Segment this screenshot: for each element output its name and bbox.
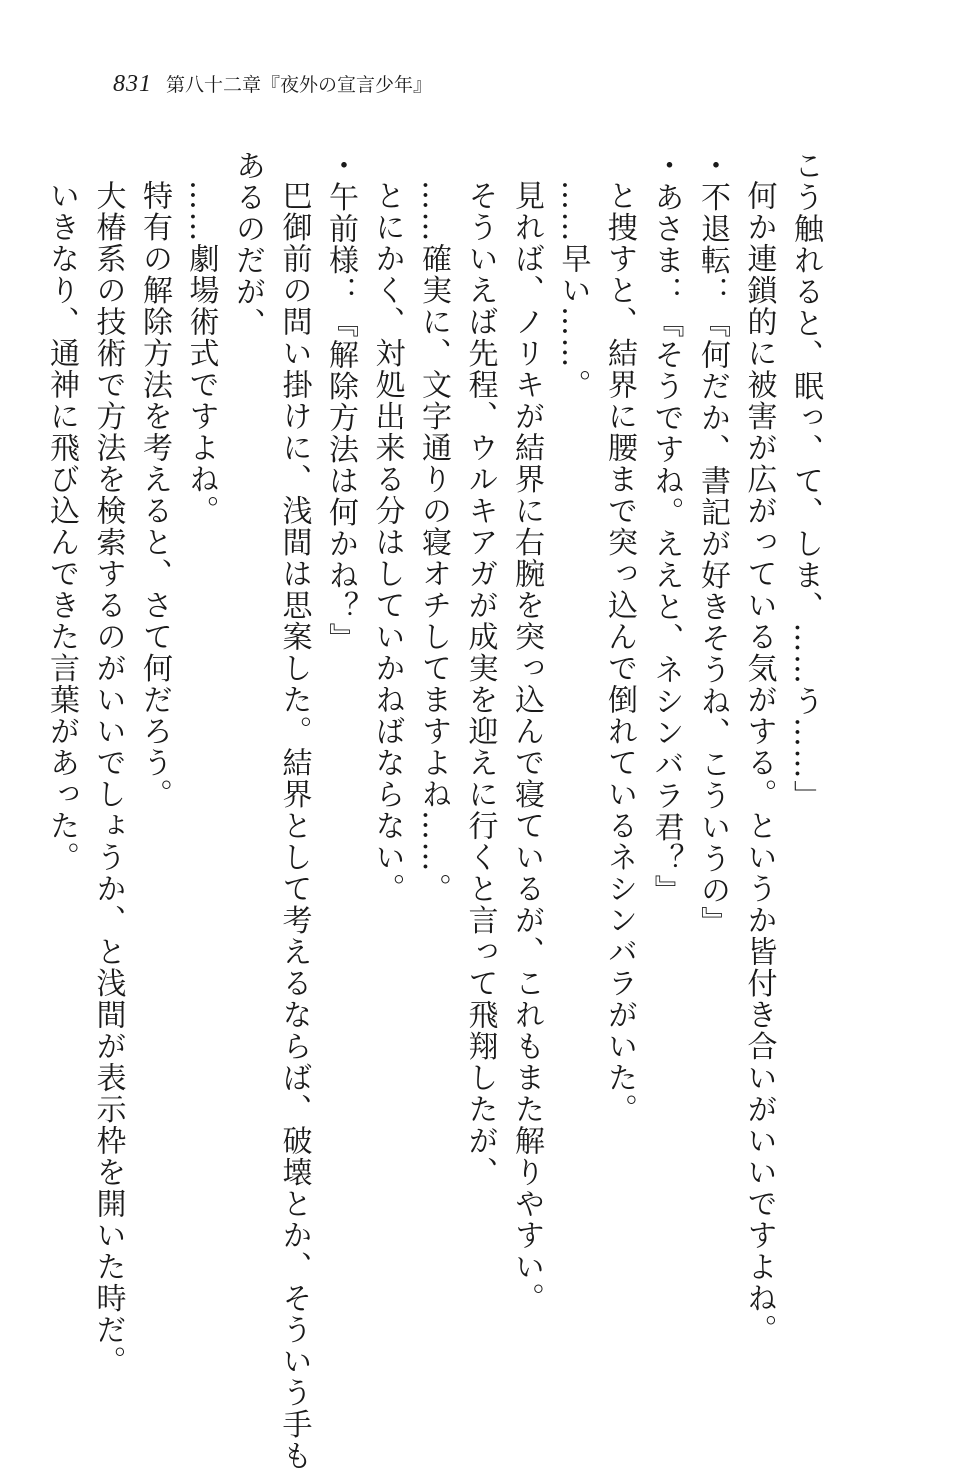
text-line: こう触れると、眠っ、て、しま、……う……」 <box>788 150 823 812</box>
text-line: 見れば、ノリキが結界に右腕を突っ込んで寝ているが、これもまた解りやすい。 <box>509 180 544 1314</box>
dialogue-line: ・あさま：『そうですね。ええと、ネシンバラ君？』 <box>648 150 684 906</box>
text-line: ……早い……。 <box>555 180 591 401</box>
text-line: そういえば先程、ウルキアガが成実を迎えに行くと言って飛翔したが、 <box>462 180 498 1188</box>
text-line: あるのだが、 <box>230 150 265 339</box>
text-line: 何か連鎖的に被害が広がっている気がする。というか皆付き合いがいいですよね。 <box>741 180 777 1346</box>
text-line: ……確実に、文字通りの寝オチしてますよね……。 <box>416 180 451 905</box>
text-line: ……劇場術式ですよね。 <box>183 180 219 527</box>
page-header <box>113 70 432 106</box>
vertical-body-text <box>44 150 828 1472</box>
text-line: いきなり、通神に飛び込んできた言葉があった。 <box>44 180 79 873</box>
chapter-title: 第八十二章『夜外の宣言少年』 <box>166 74 433 96</box>
page-number: 831 <box>113 71 152 97</box>
text-line: と捜すと、結界に腰まで突っ込んで倒れているネシンバラがいた。 <box>602 180 637 1125</box>
dialogue-line: ・午前様：『解除方法は何かね？』 <box>323 150 358 654</box>
dialogue-line: ・不退転：『何だか、書記が好きそうね、こういうの』 <box>695 150 730 938</box>
text-line: 特有の解除方法を考えると、さて何だろう。 <box>137 180 172 810</box>
text-line: 大椿系の技術で方法を検索するのがいいでしょうか、と浅間が表示枠を開いた時だ。 <box>90 180 126 1377</box>
text-line: とにかく、対処出来る分はしていかねばならない。 <box>369 180 405 905</box>
text-line: 巴御前の問い掛けに、浅間は思案した。結界として考えるならば、破壊とか、そういう手も <box>276 180 312 1472</box>
